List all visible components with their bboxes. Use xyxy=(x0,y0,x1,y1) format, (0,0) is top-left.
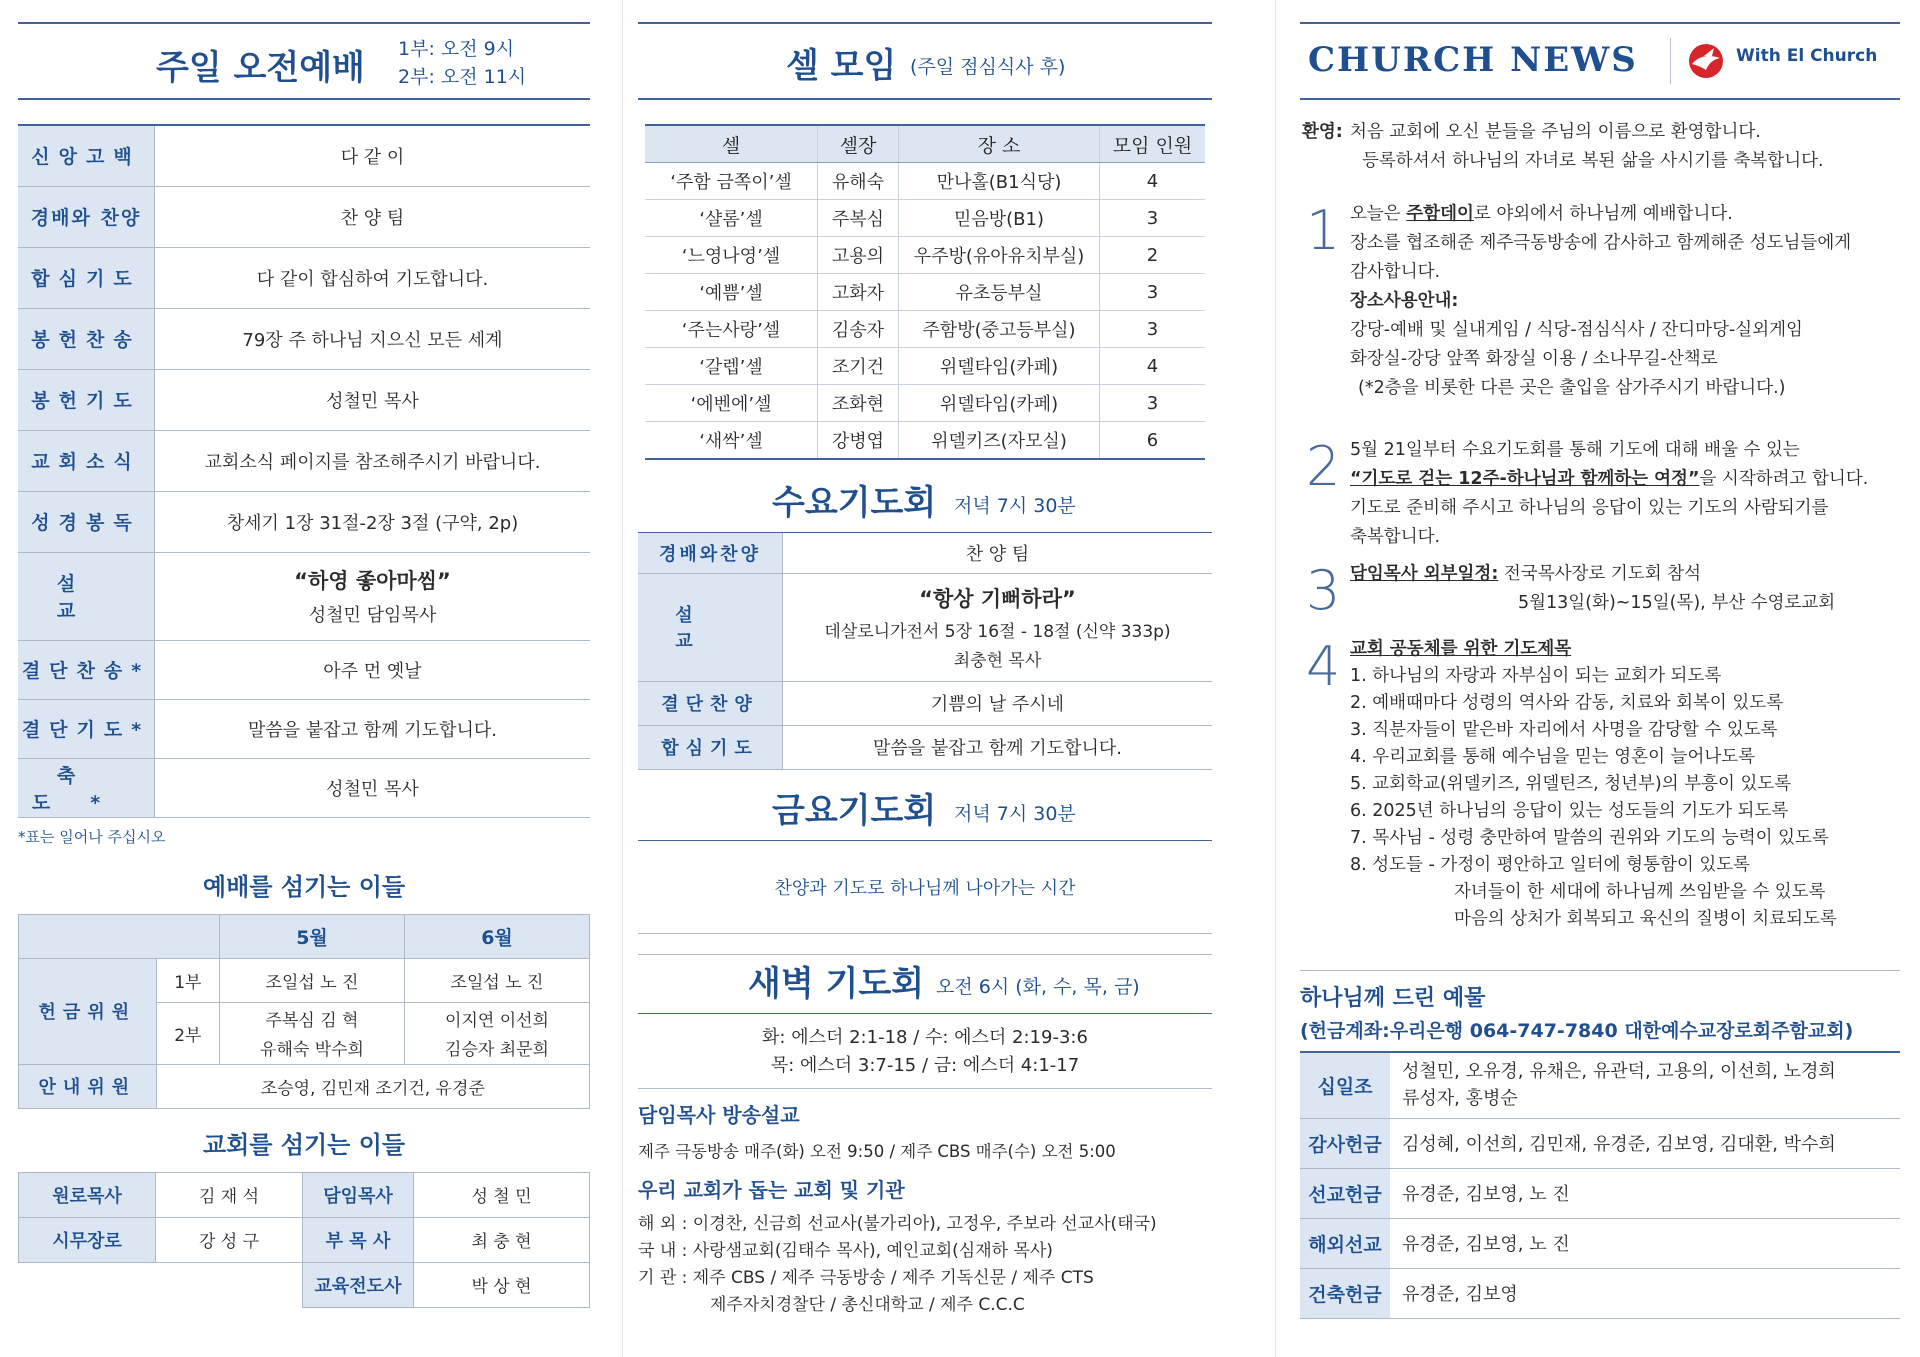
sermon-preacher: 성철민 담임목사 xyxy=(308,605,437,626)
broadcast-text: 제주 극동방송 매주(화) 오전 9:50 / 제주 CBS 매주(수) 오전 5:00 xyxy=(638,1141,1116,1161)
dawn-line-1: 화: 에스더 2:1-18 / 수: 에스더 2:19-3:6 xyxy=(762,1026,1088,1048)
sunday-time-1: 1부: 오전 9시 xyxy=(398,38,515,60)
order-row xyxy=(18,369,590,430)
cell-place: 믿음방(B1) xyxy=(899,200,1100,237)
order-label: 봉헌찬송 xyxy=(18,308,155,369)
cell-count: 3 xyxy=(1100,274,1206,311)
prayer-item: 6. 2025년 하나님의 응답이 있는 성도들의 기도가 되도록 xyxy=(1350,801,1789,821)
offering-label: 십일조 xyxy=(1300,1052,1390,1118)
logo-divider xyxy=(1670,38,1671,84)
prayer-item: 2. 예배때마다 성령의 역사와 감동, 치료와 회복이 있도록 xyxy=(1350,693,1784,713)
support-list xyxy=(638,1211,1212,1319)
support-title: 우리 교회가 돕는 교회 및 기관 xyxy=(638,1177,905,1202)
cell-place: 만나홀(B1식당) xyxy=(899,163,1100,200)
role-name: 강 성 구 xyxy=(156,1217,303,1262)
cell-leader: 조화현 xyxy=(818,385,899,422)
sunday-order-table xyxy=(18,124,590,818)
empty-cell xyxy=(19,1262,156,1307)
prayer-item: 7. 목사님 - 성령 충만하여 말씀의 권위와 기도의 능력이 있도록 xyxy=(1350,828,1829,848)
cell-leader: 조기건 xyxy=(818,348,899,385)
dawn-line-2: 목: 에스더 3:7-15 / 금: 에스더 4:1-17 xyxy=(770,1054,1080,1076)
cell-leader: 강병엽 xyxy=(818,422,899,460)
table-row xyxy=(645,422,1205,460)
wednesday-table xyxy=(638,533,1212,770)
cell-place: 주함방(중고등부실) xyxy=(899,311,1100,348)
cell-count: 4 xyxy=(1100,163,1206,200)
friday-desc: 찬양과 기도로 하나님께 나아가는 시간 xyxy=(638,841,1212,934)
order-label: 경배와 찬양 xyxy=(18,186,155,247)
sermon-cell xyxy=(155,552,591,640)
welcome-line-2: 등록하셔서 하나님의 자녀로 복된 삶을 사시기를 축복합니다. xyxy=(1362,151,1824,171)
news-item-4 xyxy=(1300,635,1900,929)
order-label: 설 교 xyxy=(638,573,783,681)
offering-label: 선교헌금 xyxy=(1300,1168,1390,1218)
offering-names-1: 성철민, 오유경, 유채은, 유관덕, 고용의, 이선희, 노경희 xyxy=(1402,1061,1836,1083)
item-1-line-1 xyxy=(1350,200,1890,229)
broadcast-title: 담임목사 방송설교 xyxy=(638,1102,800,1127)
offering-names: 유경준, 김보영 xyxy=(1390,1268,1900,1318)
order-value: 말씀을 붙잡고 함께 기도합니다. xyxy=(783,725,1213,769)
item-2-line-3: 기도로 준비해 주시고 하나님의 응답이 있는 기도의 사람되기를 xyxy=(1350,498,1829,518)
welcome-block xyxy=(1300,118,1900,178)
order-row xyxy=(18,552,590,640)
news-item-4-body xyxy=(1350,636,1890,933)
order-value: 기쁨의 날 주시네 xyxy=(783,681,1213,725)
prayer-item: 8. 성도들 - 가정이 평안하고 일터에 형통함이 있도록 xyxy=(1350,855,1751,875)
dawn-schedule xyxy=(638,1024,1212,1089)
offering-account: (헌금계좌:우리은행 064-747-7840 대한예수교장로회주함교회) xyxy=(1300,1020,1854,1042)
cell-count: 3 xyxy=(1100,385,1206,422)
item-1-line-2: 장소를 협조해준 제주극동방송에 감사하고 함께해준 성도님들에게 xyxy=(1350,233,1852,253)
june-second xyxy=(405,1002,590,1064)
empty-cell xyxy=(156,1262,303,1307)
dawn-title: 새벽 기도회 xyxy=(748,963,925,1004)
cell-leader: 고용의 xyxy=(818,237,899,274)
june-second-b: 김승자 최문희 xyxy=(445,1040,549,1060)
item-3-event: 전국목사장로 기도회 참석 xyxy=(1498,564,1701,584)
news-item-1 xyxy=(1300,200,1900,410)
order-value: 성철민 목사 xyxy=(155,758,591,817)
item-3-label: 담임목사 외부일정: xyxy=(1350,564,1499,584)
friday-time: 저녁 7시 30분 xyxy=(954,802,1076,825)
news-number-4: 4 xyxy=(1306,635,1341,698)
order-value: 찬 양 팀 xyxy=(783,533,1213,573)
cell-name: ‘갈렙’셀 xyxy=(645,348,818,385)
order-row xyxy=(18,640,590,699)
prayer-item-cont-2: 마음의 상처가 회복되고 육신의 질병이 치료되도록 xyxy=(1454,909,1837,929)
order-value: 79장 주 하나님 지으신 모든 세계 xyxy=(155,308,591,369)
june-header: 6월 xyxy=(405,914,590,958)
item-1-juhamday: 주함데이 xyxy=(1406,204,1474,224)
place-col-header: 장 소 xyxy=(899,125,1100,163)
support-domestic: 국 내 : 사랑샘교회(김태수 목사), 예인교회(심재하 목사) xyxy=(638,1240,1053,1261)
table-row xyxy=(1300,1052,1900,1118)
ushers: 조승영, 김민재 조기건, 유경준 xyxy=(156,1064,589,1108)
friday-title: 금요기도회 xyxy=(772,790,937,831)
wednesday-header xyxy=(638,474,1212,533)
order-label: 봉헌기도 xyxy=(18,369,155,430)
church-logo-text: With El Church xyxy=(1736,46,1878,66)
cell-name: ‘느영나영’셀 xyxy=(645,237,818,274)
table-row xyxy=(645,200,1205,237)
cell-count: 6 xyxy=(1100,422,1206,460)
offering-title: 하나님께 드린 예물 xyxy=(1300,986,1486,1011)
news-item-3 xyxy=(1300,560,1900,626)
table-row xyxy=(645,163,1205,200)
offering-names: 김성혜, 이선희, 김민재, 유경준, 김보영, 김대환, 박수희 xyxy=(1390,1118,1900,1168)
table-row xyxy=(1300,1168,1900,1218)
leader-col-header: 셀장 xyxy=(818,125,899,163)
order-value: 성철민 목사 xyxy=(155,369,591,430)
may-second-b: 유해숙 박수희 xyxy=(260,1040,364,1060)
role-name: 박 상 현 xyxy=(414,1262,590,1307)
may-second-a: 주복심 김 혁 xyxy=(265,1011,359,1031)
welcome-line-1: 처음 교회에 오신 분들을 주님의 이름으로 환영합니다. xyxy=(1350,122,1761,142)
order-label: 결단찬양 xyxy=(638,681,783,725)
news-number-3: 3 xyxy=(1306,559,1341,622)
church-servers-title: 교회를 섬기는 이들 xyxy=(202,1130,406,1159)
cell-count: 2 xyxy=(1100,237,1206,274)
cell-leader: 고화자 xyxy=(818,274,899,311)
offering-label: 건축헌금 xyxy=(1300,1268,1390,1318)
church-servers-table xyxy=(18,1172,590,1308)
order-label: 경배와찬양 xyxy=(638,533,783,573)
news-item-1-body xyxy=(1350,200,1890,403)
service-1-label: 1부 xyxy=(156,958,219,1002)
item-1-line-1c: 로 야외에서 하나님께 예배합니다. xyxy=(1473,204,1733,224)
cell-name: ‘주함 금쪽이’셀 xyxy=(645,163,818,200)
role-name: 최 충 현 xyxy=(414,1217,590,1262)
may-header: 5월 xyxy=(220,914,405,958)
table-row xyxy=(1300,1268,1900,1318)
role-name: 성 철 민 xyxy=(414,1172,590,1217)
order-label: 성경봉독 xyxy=(18,491,155,552)
service-2-label: 2부 xyxy=(156,1002,219,1064)
support-org-1: 기 관 : 제주 CBS / 제주 극동방송 / 제주 기독신문 / 제주 CTS xyxy=(638,1267,1094,1288)
offering-table xyxy=(1300,1051,1900,1319)
friday-header xyxy=(638,782,1212,841)
news-number-1: 1 xyxy=(1306,199,1341,262)
wed-sermon-cell xyxy=(783,573,1213,681)
cell-count: 3 xyxy=(1100,200,1206,237)
prayer-item-cont-1: 자녀들이 한 세대에 하나님께 쓰임받을 수 있도록 xyxy=(1454,882,1826,902)
role-label: 교육전도사 xyxy=(303,1262,414,1307)
worship-column xyxy=(18,0,590,1357)
wed-sermon-preacher: 최충현 목사 xyxy=(953,651,1042,671)
table-row xyxy=(645,385,1205,422)
cell-leader: 유해숙 xyxy=(818,163,899,200)
role-label: 부 목 사 xyxy=(303,1217,414,1262)
cell-place: 유초등부실 xyxy=(899,274,1100,311)
order-row xyxy=(18,125,590,186)
cell-name: ‘주는사랑’셀 xyxy=(645,311,818,348)
table-row xyxy=(1300,1118,1900,1168)
order-label: 합심기도 xyxy=(18,247,155,308)
sunday-header xyxy=(18,22,590,100)
item-2-program: “기도로 걷는 12주-하나님과 함께하는 여정” xyxy=(1350,469,1700,489)
may-second xyxy=(220,1002,405,1064)
wednesday-time: 저녁 7시 30분 xyxy=(954,495,1076,517)
item-3-line-1 xyxy=(1350,560,1890,589)
order-value: 다 같이 합심하여 기도합니다. xyxy=(155,247,591,308)
order-row xyxy=(18,247,590,308)
item-1-guide-title: 장소사용안내: xyxy=(1350,291,1459,311)
cell-name: ‘예쁨’셀 xyxy=(645,274,818,311)
news-header xyxy=(1300,22,1900,100)
june-second-a: 이지연 이선희 xyxy=(445,1011,549,1031)
cell-place: 위델키즈(자모실) xyxy=(899,422,1100,460)
order-value: 아주 먼 옛날 xyxy=(155,640,591,699)
meetings-column xyxy=(638,0,1212,1357)
prayer-item: 5. 교회학교(위델키즈, 위델틴즈, 청년부)의 부흥이 있도록 xyxy=(1350,774,1792,794)
order-row xyxy=(18,430,590,491)
news-item-2-body xyxy=(1350,436,1890,552)
servers-title: 예배를 섬기는 이들 xyxy=(202,872,406,901)
order-row xyxy=(18,186,590,247)
dawn-time: 오전 6시 (화, 수, 목, 금) xyxy=(936,975,1140,998)
item-2-line-2 xyxy=(1350,465,1890,494)
order-row xyxy=(18,699,590,758)
item-1-guide-3: (*2층을 비롯한 다른 곳은 출입을 삼가주시기 바랍니다.) xyxy=(1358,378,1786,398)
item-2-line-2b: 을 시작하려고 합니다. xyxy=(1699,469,1869,489)
role-label: 원로목사 xyxy=(19,1172,156,1217)
column-divider xyxy=(622,0,623,1357)
role-label: 시무장로 xyxy=(19,1217,156,1262)
order-value: 교회소식 페이지를 참조해주시기 바랍니다. xyxy=(155,430,591,491)
wednesday-title: 수요기도회 xyxy=(772,483,937,523)
item-2-line-1: 5월 21일부터 수요기도회를 통해 기도에 대해 배울 수 있는 xyxy=(1350,440,1800,460)
news-item-3-body xyxy=(1350,560,1890,618)
church-logo-icon xyxy=(1684,42,1730,80)
news-title: CHURCH NEWS xyxy=(1308,40,1638,80)
sunday-title: 주일 오전예배 xyxy=(156,48,365,88)
cell-leader: 주복심 xyxy=(818,200,899,237)
support-org-2: 제주자치경찰단 / 총신대학교 / 제주 C.C.C xyxy=(710,1294,1025,1315)
cell-name: ‘에벤에’셀 xyxy=(645,385,818,422)
usher-label: 안내위원 xyxy=(19,1064,157,1108)
support-overseas: 해 외 : 이경찬, 신금희 선교사(불가리아), 고정우, 주보라 선교사(태국) xyxy=(638,1213,1157,1234)
welcome-label: 환영: xyxy=(1302,122,1343,142)
prayer-item: 3. 직분자들이 맡은바 자리에서 사명을 감당할 수 있도록 xyxy=(1350,720,1778,740)
column-divider xyxy=(1275,0,1276,1357)
order-value: 찬 양 팀 xyxy=(155,186,591,247)
order-value: 다 같 이 xyxy=(155,125,591,186)
table-row xyxy=(645,274,1205,311)
role-name: 김 재 석 xyxy=(156,1172,303,1217)
news-column xyxy=(1300,0,1900,1357)
count-col-header: 모임 인원 xyxy=(1100,125,1206,163)
offering-label: 감사헌금 xyxy=(1300,1118,1390,1168)
order-label: 신앙고백 xyxy=(18,125,155,186)
prayer-title: 교회 공동체를 위한 기도제목 xyxy=(1350,639,1572,659)
may-first: 조일섭 노 진 xyxy=(220,958,405,1002)
prayer-item: 1. 하나님의 자랑과 자부심이 되는 교회가 되도록 xyxy=(1350,666,1722,686)
cell-count: 4 xyxy=(1100,348,1206,385)
cell-count: 3 xyxy=(1100,311,1206,348)
dawn-header xyxy=(638,954,1212,1014)
order-label: 결단찬송* xyxy=(18,640,155,699)
order-row xyxy=(18,758,590,817)
wed-sermon-scripture: 데살로니가전서 5장 16절 - 18절 (신약 333p) xyxy=(824,622,1171,642)
offering-names: 유경준, 김보영, 노 진 xyxy=(1390,1218,1900,1268)
table-row xyxy=(645,311,1205,348)
news-number-2: 2 xyxy=(1306,435,1341,498)
servers-corner xyxy=(19,914,220,958)
news-item-2 xyxy=(1300,436,1900,554)
order-value: 말씀을 붙잡고 함께 기도합니다. xyxy=(155,699,591,758)
june-first: 조일섭 노 진 xyxy=(405,958,590,1002)
order-label: 교회소식 xyxy=(18,430,155,491)
item-3-line-2: 5월13일(화)~15일(목), 부산 수영로교회 xyxy=(1518,593,1836,613)
cell-place: 위델타임(카페) xyxy=(899,348,1100,385)
sermon-title: “하영 좋아마씸” xyxy=(294,569,451,593)
offering-names-2: 류성자, 홍병순 xyxy=(1402,1088,1518,1110)
offering-label: 해외선교 xyxy=(1300,1218,1390,1268)
cell-title: 셀 모임 xyxy=(786,46,897,86)
cell-name: ‘샬롬’셀 xyxy=(645,200,818,237)
order-value: 창세기 1장 31절-2장 3절 (구약, 2p) xyxy=(155,491,591,552)
order-row xyxy=(18,491,590,552)
cell-header xyxy=(638,22,1212,100)
item-1-line-1a: 오늘은 xyxy=(1350,204,1407,224)
cell-leader: 김송자 xyxy=(818,311,899,348)
cell-col-header: 셀 xyxy=(645,125,818,163)
sunday-time-2: 2부: 오전 11시 xyxy=(398,66,527,88)
cell-place: 위델타임(카페) xyxy=(899,385,1100,422)
order-label: 설 교 xyxy=(18,552,155,640)
table-row xyxy=(645,237,1205,274)
table-row xyxy=(1300,1218,1900,1268)
offering-names: 유경준, 김보영, 노 진 xyxy=(1390,1168,1900,1218)
table-row xyxy=(645,348,1205,385)
cell-table xyxy=(645,124,1205,460)
cell-place: 우주방(유아유치부실) xyxy=(899,237,1100,274)
item-1-guide-1: 강당-예배 및 실내게임 / 식당-점심식사 / 잔디마당-실외게임 xyxy=(1350,320,1803,340)
order-row xyxy=(18,308,590,369)
order-label: 축 도* xyxy=(18,758,155,817)
order-label: 결단기도* xyxy=(18,699,155,758)
servers-table xyxy=(18,914,590,1109)
offering-names xyxy=(1390,1052,1900,1118)
item-1-guide-2: 화장실-강당 앞쪽 화장실 이용 / 소나무길-산책로 xyxy=(1350,349,1718,369)
item-1-line-3: 감사합니다. xyxy=(1350,262,1441,282)
cell-subtitle: (주일 점심식사 후) xyxy=(910,56,1066,78)
offering-committee-label: 헌금위원 xyxy=(19,958,157,1064)
role-label: 담임목사 xyxy=(303,1172,414,1217)
stand-note: *표는 일어나 주십시오 xyxy=(18,827,166,846)
cell-name: ‘새싹’셀 xyxy=(645,422,818,460)
wed-sermon-title: “항상 기뻐하라” xyxy=(919,587,1076,611)
item-2-line-4: 축복합니다. xyxy=(1350,527,1441,547)
offering-section xyxy=(1300,970,1900,1319)
order-label: 합심기도 xyxy=(638,725,783,769)
prayer-item: 4. 우리교회를 통해 예수님을 믿는 영혼이 늘어나도록 xyxy=(1350,747,1756,767)
